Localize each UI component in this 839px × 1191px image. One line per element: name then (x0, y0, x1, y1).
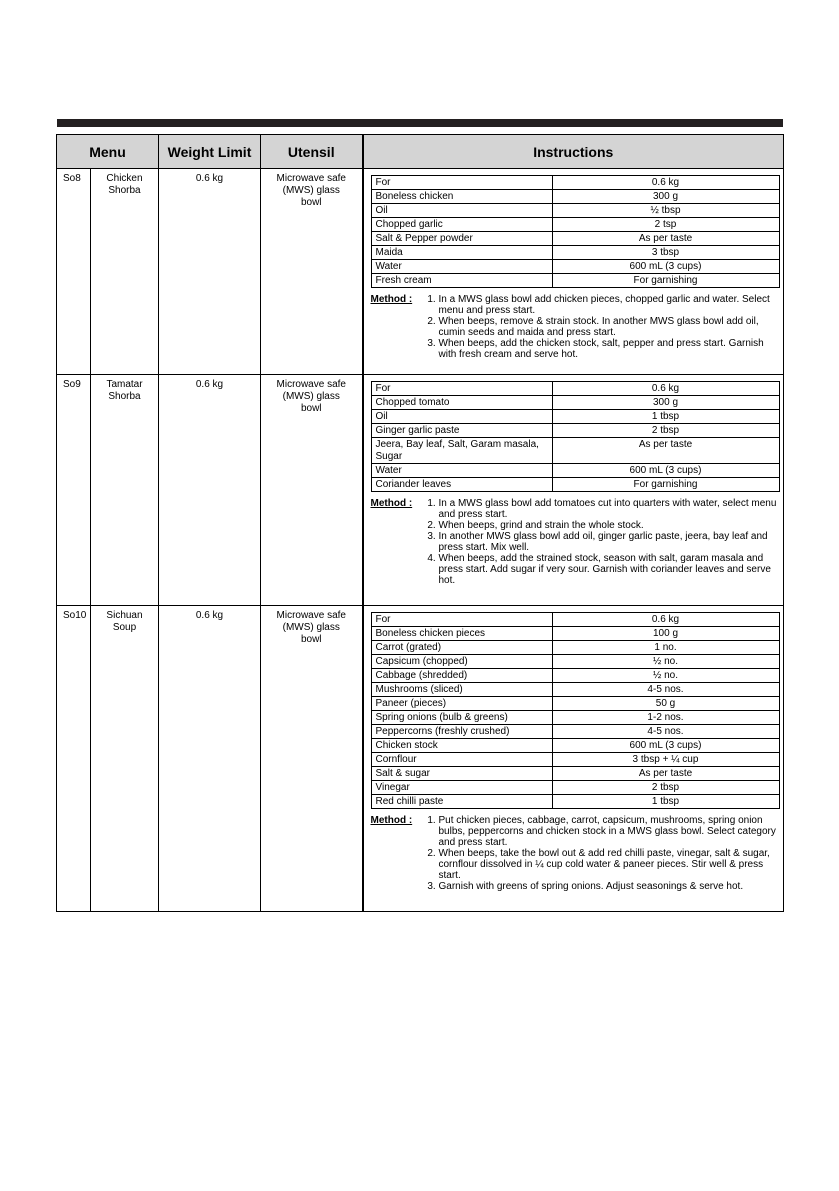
weight-limit: 0.6 kg (159, 606, 261, 912)
ingredients-table (371, 175, 780, 288)
ingredient-row (371, 641, 779, 655)
ingredient-name: Chicken stock (371, 739, 552, 753)
ingredient-quantity: 4-5 nos. (552, 725, 779, 739)
ingredient-row (371, 176, 779, 190)
method-step: 1. In a MWS glass bowl add chicken pieces, chopped garlic and water. Select menu and press start. (439, 294, 779, 316)
ingredient-name: Fresh cream (371, 274, 552, 288)
method-steps (417, 294, 779, 360)
ingredient-name: Capsicum (chopped) (371, 655, 552, 669)
instructions-cell (363, 375, 784, 606)
ingredient-row (371, 795, 779, 809)
ingredient-row (371, 767, 779, 781)
method-steps (417, 498, 779, 586)
header-row (57, 135, 784, 169)
ingredient-name: Coriander leaves (371, 478, 552, 492)
ingredient-quantity: 1-2 nos. (552, 711, 779, 725)
recipe-row (57, 606, 784, 912)
ingredient-quantity: 3 tbsp + ¼ cup (552, 753, 779, 767)
ingredient-row (371, 204, 779, 218)
ingredient-name: Oil (371, 410, 552, 424)
method-steps (417, 815, 779, 892)
menu-code: So9 (57, 375, 91, 606)
ingredient-name: Jeera, Bay leaf, Salt, Garam masala, Sugar (371, 438, 552, 464)
top-rule (57, 119, 783, 127)
ingredient-name: Boneless chicken (371, 190, 552, 204)
ingredient-row (371, 218, 779, 232)
method-step: 3. In another MWS glass bowl add oil, ginger garlic paste, jeera, bay leaf and press start. Mix well. (439, 531, 779, 553)
ingredient-row (371, 260, 779, 274)
ingredient-name: Peppercorns (freshly crushed) (371, 725, 552, 739)
ingredient-quantity: 300 g (552, 396, 779, 410)
ingredient-row (371, 438, 779, 464)
method-section (371, 498, 779, 586)
menu-code: So8 (57, 169, 91, 375)
method-step: 2. When beeps, grind and strain the whole stock. (439, 520, 779, 531)
menu-name: Sichuan Soup (91, 606, 159, 912)
ingredient-name: Water (371, 464, 552, 478)
ingredient-name: Salt & Pepper powder (371, 232, 552, 246)
ingredient-quantity: 600 mL (3 cups) (552, 739, 779, 753)
recipe-table (56, 134, 784, 912)
method-step: 1. In a MWS glass bowl add tomatoes cut into quarters with water, select menu and press start. (439, 498, 779, 520)
ingredient-quantity: 1 tbsp (552, 795, 779, 809)
ingredient-name: Chopped tomato (371, 396, 552, 410)
ingredient-row (371, 739, 779, 753)
ingredient-quantity: 0.6 kg (552, 176, 779, 190)
method-step: 2. When beeps, take the bowl out & add red chilli paste, vinegar, salt & sugar, cornflour dissolved in ¼ cup cold water & paneer pieces. Stir well & press start. (439, 848, 779, 881)
ingredient-row (371, 190, 779, 204)
weight-limit: 0.6 kg (159, 169, 261, 375)
method-step: 3. Garnish with greens of spring onions. Adjust seasonings & serve hot. (439, 881, 779, 892)
utensil: Microwave safe (MWS) glass bowl (261, 375, 363, 606)
ingredient-quantity: 2 tsp (552, 218, 779, 232)
ingredient-name: For (371, 613, 552, 627)
ingredient-row (371, 424, 779, 438)
ingredient-name: Maida (371, 246, 552, 260)
weight-limit-header: Weight Limit (159, 135, 261, 169)
ingredient-quantity: 2 tbsp (552, 424, 779, 438)
ingredient-name: Boneless chicken pieces (371, 627, 552, 641)
ingredient-row (371, 655, 779, 669)
ingredient-quantity: For garnishing (552, 478, 779, 492)
method-step: 3. When beeps, add the chicken stock, salt, pepper and press start. Garnish with fresh cream and serve hot. (439, 338, 779, 360)
method-step: 2. When beeps, remove & strain stock. In another MWS glass bowl add oil, cumin seeds and maida and press start. (439, 316, 779, 338)
ingredient-quantity: 1 no. (552, 641, 779, 655)
ingredient-quantity: ½ no. (552, 669, 779, 683)
ingredient-row (371, 464, 779, 478)
ingredient-row (371, 725, 779, 739)
ingredient-quantity: 600 mL (3 cups) (552, 464, 779, 478)
ingredient-quantity: 2 tbsp (552, 781, 779, 795)
menu-header: Menu (57, 135, 159, 169)
ingredient-row (371, 410, 779, 424)
method-label: Method : (370, 294, 413, 305)
ingredient-quantity: 300 g (552, 190, 779, 204)
ingredient-row (371, 781, 779, 795)
ingredient-quantity: As per taste (552, 232, 779, 246)
ingredient-name: Ginger garlic paste (371, 424, 552, 438)
ingredient-name: Water (371, 260, 552, 274)
ingredient-row (371, 478, 779, 492)
ingredient-quantity: 0.6 kg (552, 613, 779, 627)
ingredient-name: For (371, 176, 552, 190)
ingredient-name: Mushrooms (sliced) (371, 683, 552, 697)
instructions-header: Instructions (363, 135, 784, 169)
method-section (371, 815, 779, 892)
ingredient-row (371, 711, 779, 725)
ingredient-name: Chopped garlic (371, 218, 552, 232)
ingredient-row (371, 274, 779, 288)
ingredients-table (371, 381, 780, 492)
method-step: 1. Put chicken pieces, cabbage, carrot, capsicum, mushrooms, spring onion bulbs, peppercorns and chicken stock in a MWS glass bowl. Select category and press start. (439, 815, 779, 848)
ingredient-row (371, 246, 779, 260)
utensil: Microwave safe (MWS) glass bowl (261, 606, 363, 912)
ingredient-name: Paneer (pieces) (371, 697, 552, 711)
ingredient-name: Cornflour (371, 753, 552, 767)
ingredient-row (371, 683, 779, 697)
menu-code: So10 (57, 606, 91, 912)
ingredient-quantity: 50 g (552, 697, 779, 711)
method-step: 4. When beeps, add the strained stock, season with salt, garam masala and press start. Add sugar if very sour. Garnish with coriander leaves and serve hot. (439, 553, 779, 586)
ingredient-name: For (371, 382, 552, 396)
ingredient-row (371, 396, 779, 410)
ingredients-table (371, 612, 780, 809)
ingredient-name: Cabbage (shredded) (371, 669, 552, 683)
ingredient-quantity: 100 g (552, 627, 779, 641)
menu-name: Chicken Shorba (91, 169, 159, 375)
weight-limit: 0.6 kg (159, 375, 261, 606)
recipe-row (57, 169, 784, 375)
ingredient-quantity: 1 tbsp (552, 410, 779, 424)
recipe-row (57, 375, 784, 606)
ingredient-row (371, 232, 779, 246)
ingredient-name: Carrot (grated) (371, 641, 552, 655)
ingredient-row (371, 382, 779, 396)
ingredient-name: Vinegar (371, 781, 552, 795)
ingredient-row (371, 613, 779, 627)
instructions-cell (363, 606, 784, 912)
ingredient-quantity: 3 tbsp (552, 246, 779, 260)
ingredient-row (371, 753, 779, 767)
ingredient-quantity: ½ no. (552, 655, 779, 669)
menu-name: Tamatar Shorba (91, 375, 159, 606)
ingredient-quantity: As per taste (552, 767, 779, 781)
ingredient-name: Spring onions (bulb & greens) (371, 711, 552, 725)
ingredient-quantity: For garnishing (552, 274, 779, 288)
ingredient-name: Oil (371, 204, 552, 218)
ingredient-row (371, 697, 779, 711)
method-section (371, 294, 779, 360)
ingredient-row (371, 627, 779, 641)
ingredient-name: Salt & sugar (371, 767, 552, 781)
ingredient-quantity: 4-5 nos. (552, 683, 779, 697)
utensil-header: Utensil (261, 135, 363, 169)
ingredient-name: Red chilli paste (371, 795, 552, 809)
method-label: Method : (370, 498, 413, 509)
instructions-cell (363, 169, 784, 375)
utensil: Microwave safe (MWS) glass bowl (261, 169, 363, 375)
ingredient-row (371, 669, 779, 683)
ingredient-quantity: 600 mL (3 cups) (552, 260, 779, 274)
ingredient-quantity: ½ tbsp (552, 204, 779, 218)
ingredient-quantity: As per taste (552, 438, 779, 464)
method-label: Method : (370, 815, 413, 826)
ingredient-quantity: 0.6 kg (552, 382, 779, 396)
